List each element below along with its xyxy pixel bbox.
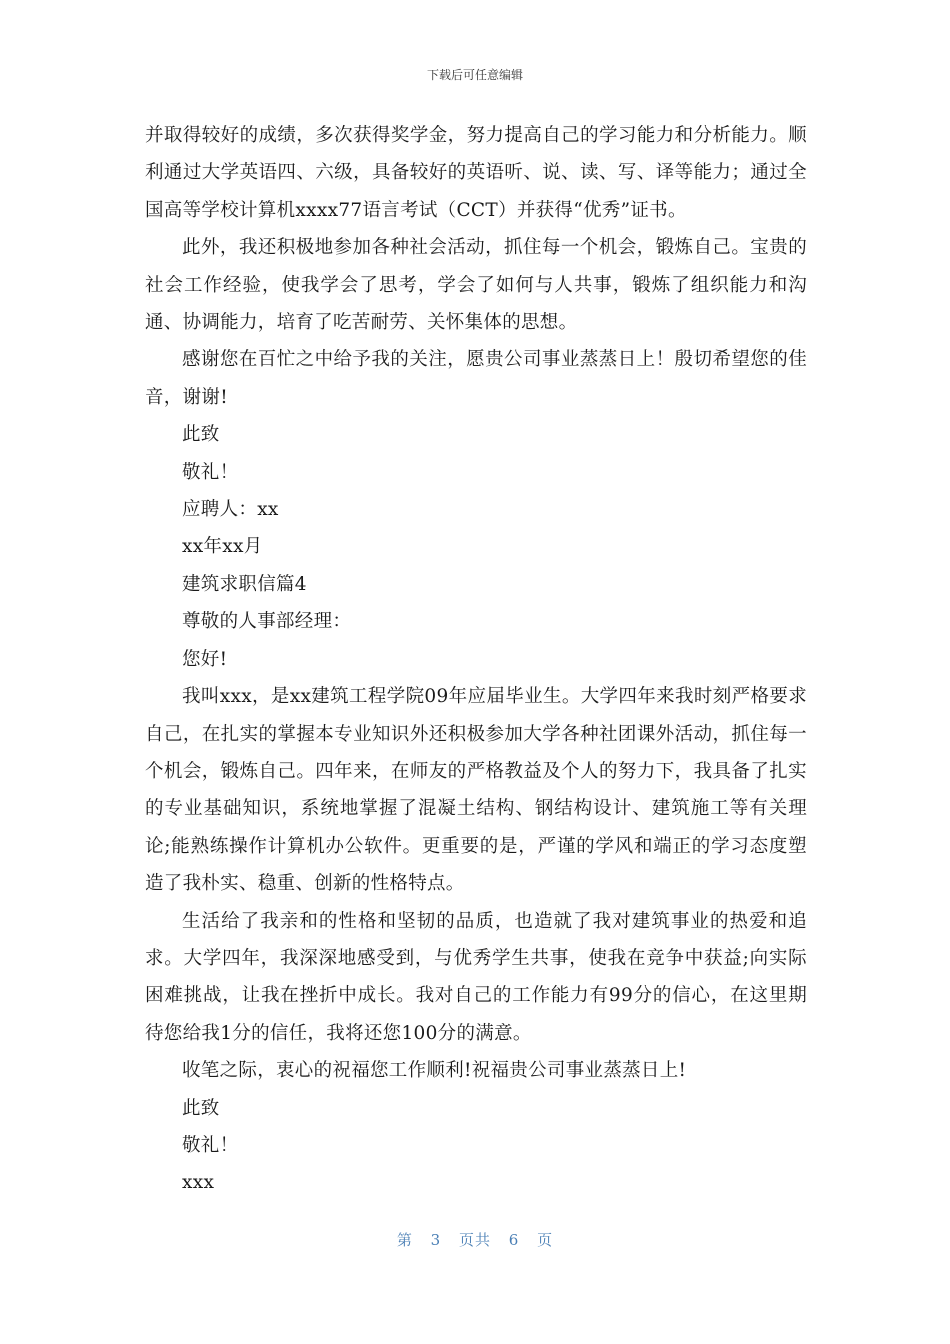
closing-line: 此致	[182, 424, 220, 446]
page-number-footer: 第 3 页共 6 页	[396, 1231, 554, 1249]
section-title: 建筑求职信篇4	[182, 573, 307, 595]
closing-line-2: 此致	[182, 1097, 220, 1119]
applicant-line: 应聘人：xx	[182, 499, 279, 521]
date-line: xx年xx月	[182, 536, 263, 558]
regards-line: 敬礼！	[182, 461, 239, 483]
paragraph-education: 并取得较好的成绩，多次获得奖学金，努力提高自己的学习能力和分析能力。顺利通过大学英语四、六级，具备较好的英语听、说、读、写、译等能力；通过全国高等学校计算机xxxx77语言考试（CCT）并获得“优秀”证书。	[145, 125, 807, 221]
regards-line-2: 敬礼！	[182, 1134, 239, 1156]
paragraph-character: 生活给了我亲和的性格和坚韧的品质，也造就了我对建筑事业的热爱和追求。大学四年，我深深地感受到，与优秀学生共事，使我在竞争中获益;向实际困难挑战，让我在挫折中成长。我对自己的工作能力有99分的信心，在这里期待您给我1分的信任，我将还您100分的满意。	[145, 910, 807, 1044]
paragraph-introduction: 我叫xxx，是xx建筑工程学院09年应届毕业生。大学四年来我时刻严格要求自己，在扎实的掌握本专业知识外还积极参加大学各种社团课外活动，抓住每一个机会，锻炼自己。四年来，在师友的严格教益及个人的努力下，我具备了扎实的专业基础知识，系统地掌握了混凝土结构、钢结构设计、建筑施工等有关理论;能熟练操作计算机办公软件。更重要的是，严谨的学风和端正的学习态度塑造了我朴实、稳重、创新的性格特点。	[145, 686, 807, 895]
paragraph-social-activities: 此外，我还积极地参加各种社会活动，抓住每一个机会，锻炼自己。宝贵的社会工作经验，使我学会了思考，学会了如何与人共事，锻炼了组织能力和沟通、协调能力，培育了吃苦耐劳、关怀集体的思想。	[145, 237, 807, 334]
salutation-line: 尊敬的人事部经理：	[182, 611, 352, 633]
page-header-note: 下载后可任意编辑	[426, 68, 523, 82]
greeting-line: 您好!	[182, 648, 228, 670]
document-body	[145, 117, 807, 1202]
paragraph-wishes: 收笔之际，衷心的祝福您工作顺利!祝福贵公司事业蒸蒸日上!	[182, 1060, 687, 1082]
signature-line: xxx	[182, 1172, 215, 1194]
paragraph-thanks: 感谢您在百忙之中给予我的关注，愿贵公司事业蒸蒸日上！殷切希望您的佳音，谢谢!	[145, 349, 807, 408]
